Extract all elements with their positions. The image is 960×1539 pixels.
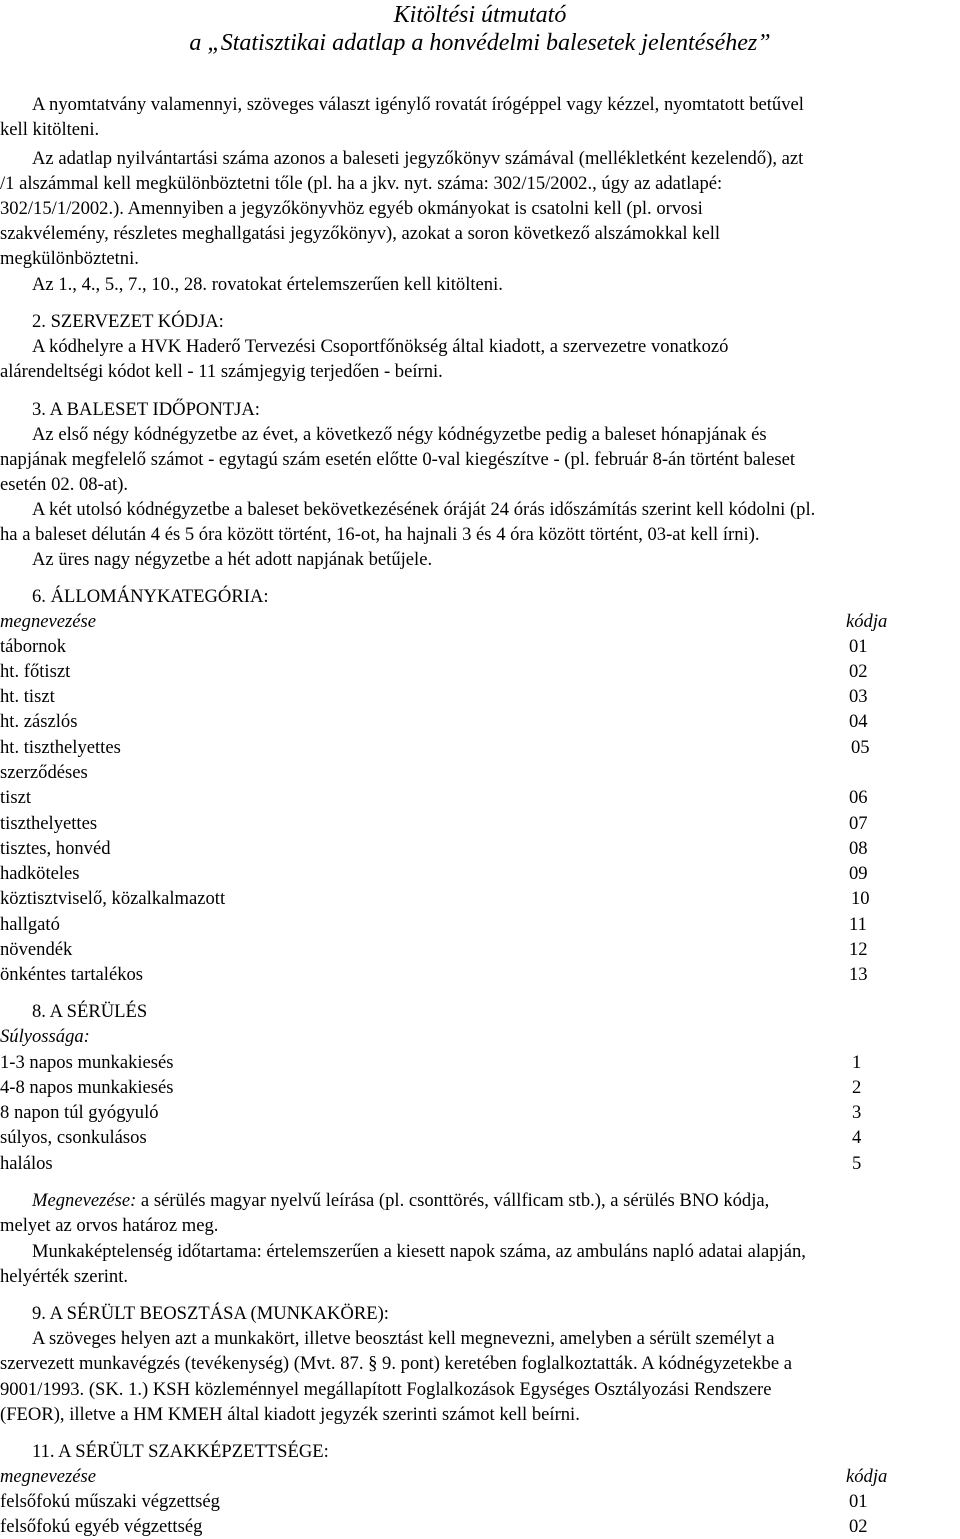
section-8-description [32,1188,769,1213]
table-row-name: növendék [0,939,73,960]
table-row-code: 5 [852,1153,862,1174]
description-text: a sérülés magyar nyelvű leírása (pl. csonttörés, vállficam stb.), a sérülés BNO kódja, [136,1190,770,1211]
table-row-code: 07 [849,813,868,834]
section-9-text: (FEOR), illetve a HM KMEH által kiadott jegyzék szerinti számot kell beírni. [0,1404,580,1425]
table-row-name: tábornok [0,636,67,657]
section-3-text: esetén 02. 08-at). [0,474,129,495]
document-subtitle: a „Statisztikai adatlap a honvédelmi balesetek jelentéséhez” [189,30,771,56]
section-8-heading: 8. A SÉRÜLÉS [32,1001,148,1022]
table-row-name: ht. főtiszt [0,661,71,682]
table-row-name: tisztes, honvéd [0,838,111,859]
table-row-name: ht. tiszthelyettes [0,737,121,758]
table-row-code: 4 [852,1127,862,1148]
table-row-code: 01 [849,1491,868,1512]
intro-paragraph-line: Az adatlap nyilvántartási száma azonos a baleseti jegyzőkönyv számával (mellékletként kezelendő), azt [32,148,804,169]
table-row-name: 8 napon túl gyógyuló [0,1102,159,1123]
intro-paragraph-line: kell kitölteni. [0,119,100,140]
section-6-heading: 6. ÁLLOMÁNYKATEGÓRIA: [32,586,269,607]
table-row-name: hadköteles [0,863,80,884]
table-row-code: 13 [849,964,868,985]
description-label: Megnevezése: [32,1190,137,1211]
table-row-code: 3 [852,1102,862,1123]
section-8-incapacity: Munkaképtelenség időtartama: értelemszerűen a kiesett napok száma, az ambuláns napló adatai alapján, [32,1241,806,1262]
table-row-code: 01 [849,636,868,657]
intro-paragraph-line: szakvélemény, részletes meghallgatási jegyzőkönyv), azokat a soron következő alszámokkal kell [0,223,721,244]
table-row-name: súlyos, csonkulásos [0,1127,147,1148]
table-row-name: tiszt [0,787,31,808]
section-8-subheading: Súlyossága: [0,1026,90,1047]
table-row-name: tiszthelyettes [0,813,98,834]
section-3-heading: 3. A BALESET IDŐPONTJA: [32,399,260,420]
column-header-code: kódja [846,1466,888,1487]
section-3-text: napjának megfelelő számot - egytagú szám esetén előtte 0-val kiegészítve - (pl. február 8-án történt baleset [0,449,796,470]
table-row-name: 4-8 napos munkakiesés [0,1077,174,1098]
table-row-code: 02 [849,661,868,682]
table-row-name: felsőfokú műszaki végzettség [0,1491,220,1512]
table-row-name: önkéntes tartalékos [0,964,144,985]
column-header-name: megnevezése [0,1466,97,1487]
table-row-code: 03 [849,686,868,707]
table-row-name: ht. zászlós [0,711,78,732]
table-row-code: 1 [852,1052,862,1073]
table-row-code: 11 [849,914,867,935]
section-3-text: A két utolsó kódnégyzetbe a baleset bekövetkezésének óráját 24 órás időszámítás szerint kell kódolni (pl. [32,499,816,520]
table-row-name: szerződéses [0,762,88,783]
document-title: Kitöltési útmutató [393,2,567,28]
intro-paragraph-line: Az 1., 4., 5., 7., 10., 28. rovatokat értelemszerűen kell kitölteni. [32,274,503,295]
table-row-code: 04 [849,711,868,732]
section-2-text: A kódhelyre a HVK Haderő Tervezési Csoportfőnökség által kiadott, a szervezetre vonatkozó [32,336,729,357]
section-11-heading: 11. A SÉRÜLT SZAKKÉPZETTSÉGE: [32,1441,329,1462]
section-3-text: Az első négy kódnégyzetbe az évet, a következő négy kódnégyzetbe pedig a baleset hónapjának és [32,424,767,445]
section-8-description: melyet az orvos határoz meg. [0,1215,219,1236]
table-row-name: hallgató [0,914,60,935]
table-row-name: köztisztviselő, közalkalmazott [0,888,226,909]
section-3-text: Az üres nagy négyzetbe a hét adott napjának betűjele. [32,549,433,570]
section-9-text: A szöveges helyen azt a munkakört, illetve beosztást kell megnevezni, amelyben a sérült személyt a [32,1328,775,1349]
table-row-name: 1-3 napos munkakiesés [0,1052,174,1073]
intro-paragraph-line: A nyomtatvány valamennyi, szöveges választ igénylő rovatát írógéppel vagy kézzel, nyomtatott betűvel [32,94,804,115]
column-header-code: kódja [846,611,888,632]
intro-paragraph-line: megkülönböztetni. [0,248,139,269]
table-row-name: ht. tiszt [0,686,55,707]
section-8-incapacity: helyérték szerint. [0,1266,129,1287]
section-2-heading: 2. SZERVEZET KÓDJA: [32,311,224,332]
table-row-code: 05 [851,737,870,758]
table-row-code: 2 [852,1077,862,1098]
table-row-code: 02 [849,1516,868,1537]
table-row-name: felsőfokú egyéb végzettség [0,1516,203,1537]
section-3-text: ha a baleset délután 4 és 5 óra között történt, 16-ot, ha hajnali 3 és 4 óra között történt, 03-at kell írni). [0,524,760,545]
column-header-name: megnevezése [0,611,97,632]
section-9-text: szervezett munkavégzés (tevékenység) (Mvt. 87. § 9. pont) keretében foglalkoztatták. A kódnégyzetekbe a [0,1353,793,1374]
table-row-code: 12 [849,939,868,960]
table-row-code: 06 [849,787,868,808]
table-row-name: halálos [0,1153,53,1174]
intro-paragraph-line: /1 alszámmal kell megkülönböztetni tőle (pl. ha a jkv. nyt. száma: 302/15/2002., úgy az adatlapé: [0,173,723,194]
intro-paragraph-line: 302/15/1/2002.). Amennyiben a jegyzőkönyvhöz egyéb okmányokat is csatolni kell (pl. orvosi [0,198,703,219]
section-9-text: 9001/1993. (SK. 1.) KSH közleménnyel megállapított Foglalkozások Egységes Osztályozási Rendszere [0,1379,772,1400]
table-row-code: 09 [849,863,868,884]
table-row-code: 08 [849,838,868,859]
section-9-heading: 9. A SÉRÜLT BEOSZTÁSA (MUNKAKÖRE): [32,1303,389,1324]
table-row-code: 10 [851,888,870,909]
section-2-text: alárendeltségi kódot kell - 11 számjegyig terjedően - beírni. [0,361,443,382]
